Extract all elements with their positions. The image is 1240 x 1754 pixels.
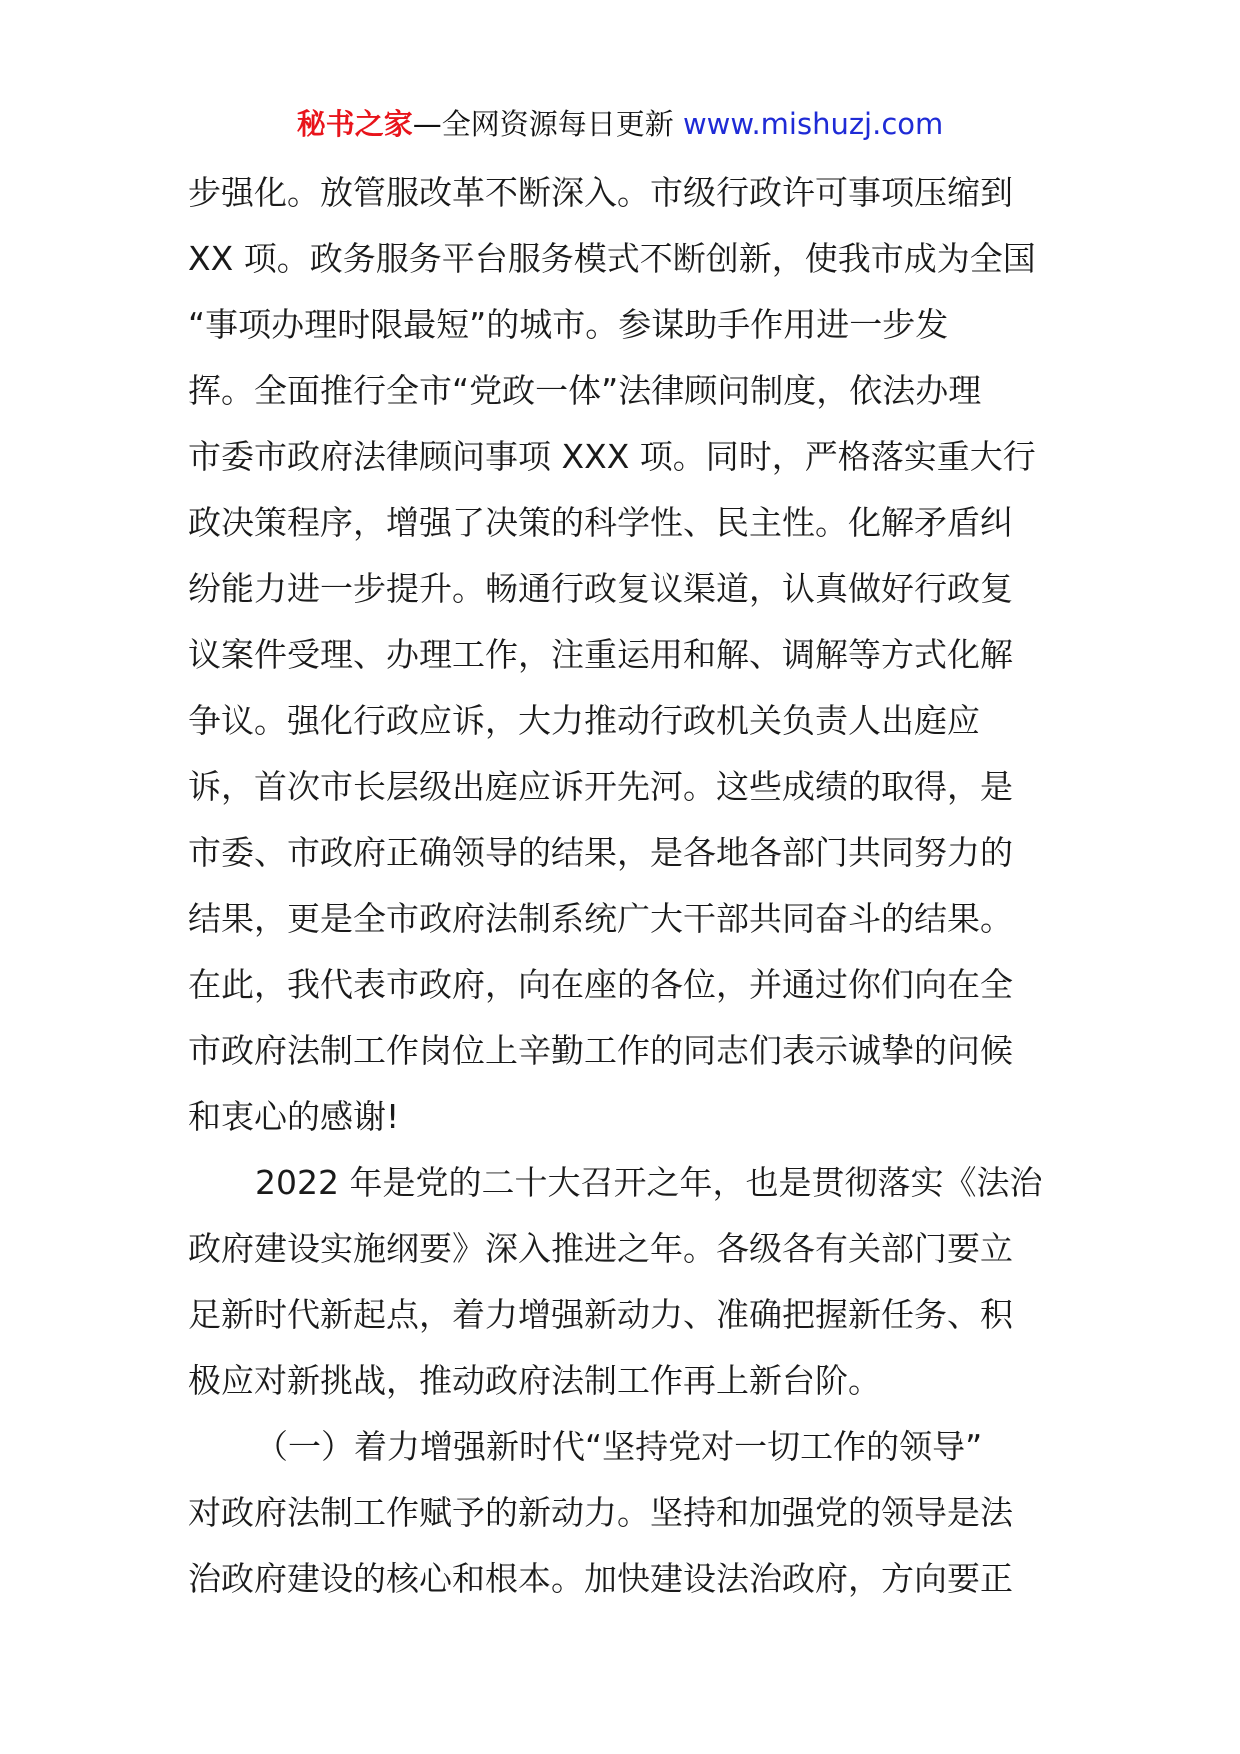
document-body xyxy=(188,160,1058,1612)
body-line: 市政府法制工作岗位上辛勤工作的同志们表示诚挚的问候 xyxy=(188,1031,1013,1070)
body-line: 在此，我代表市政府，向在座的各位，并通过你们向在全 xyxy=(188,965,1013,1004)
body-line: 议案件受理、办理工作，注重运用和解、调解等方式化解 xyxy=(188,635,1013,674)
site-header xyxy=(0,100,1240,148)
body-line: 治政府建设的核心和根本。加快建设法治政府，方向要正 xyxy=(188,1559,1013,1598)
body-line: 政府建设实施纲要》深入推进之年。各级各有关部门要立 xyxy=(188,1229,1013,1268)
body-line: 足新时代新起点，着力增强新动力、准确把握新任务、积 xyxy=(188,1295,1013,1334)
body-line: 和衷心的感谢! xyxy=(188,1097,400,1136)
body-line: “事项办理时限最短”的城市。参谋助手作用进一步发 xyxy=(188,305,949,344)
body-line: 极应对新挑战，推动政府法制工作再上新台阶。 xyxy=(188,1361,881,1400)
body-line: 结果，更是全市政府法制系统广大干部共同奋斗的结果。 xyxy=(188,899,1013,938)
section-heading-line: （一）着力增强新时代“坚持党对一切工作的领导” xyxy=(255,1427,983,1466)
body-line: 纷能力进一步提升。畅通行政复议渠道，认真做好行政复 xyxy=(188,569,1013,608)
body-line: 争议。强化行政应诉，大力推动行政机关负责人出庭应 xyxy=(188,701,980,740)
body-line: 诉，首次市长层级出庭应诉开先河。这些成绩的取得，是 xyxy=(188,767,1013,806)
body-line: 对政府法制工作赋予的新动力。坚持和加强党的领导是法 xyxy=(188,1493,1013,1532)
site-tagline: —全网资源每日更新 xyxy=(412,107,674,141)
body-line: 市委市政府法律顾问事项 XXX 项。同时，严格落实重大行 xyxy=(188,437,1036,476)
body-line: 步强化。放管服改革不断深入。市级行政许可事项压缩到 xyxy=(188,173,1013,212)
paragraph-first-line: 2022 年是党的二十大召开之年，也是贯彻落实《法治 xyxy=(255,1163,1043,1202)
body-line: 政决策程序，增强了决策的科学性、民主性。化解矛盾纠 xyxy=(188,503,1013,542)
site-url-link[interactable]: www.mishuzj.com xyxy=(682,107,944,141)
body-line: 市委、市政府正确领导的结果，是各地各部门共同努力的 xyxy=(188,833,1013,872)
body-line: XX 项。政务服务平台服务模式不断创新，使我市成为全国 xyxy=(188,239,1036,278)
site-brand: 秘书之家 xyxy=(296,107,413,141)
body-line: 挥。全面推行全市“党政一体”法律顾问制度，依法办理 xyxy=(188,371,982,410)
